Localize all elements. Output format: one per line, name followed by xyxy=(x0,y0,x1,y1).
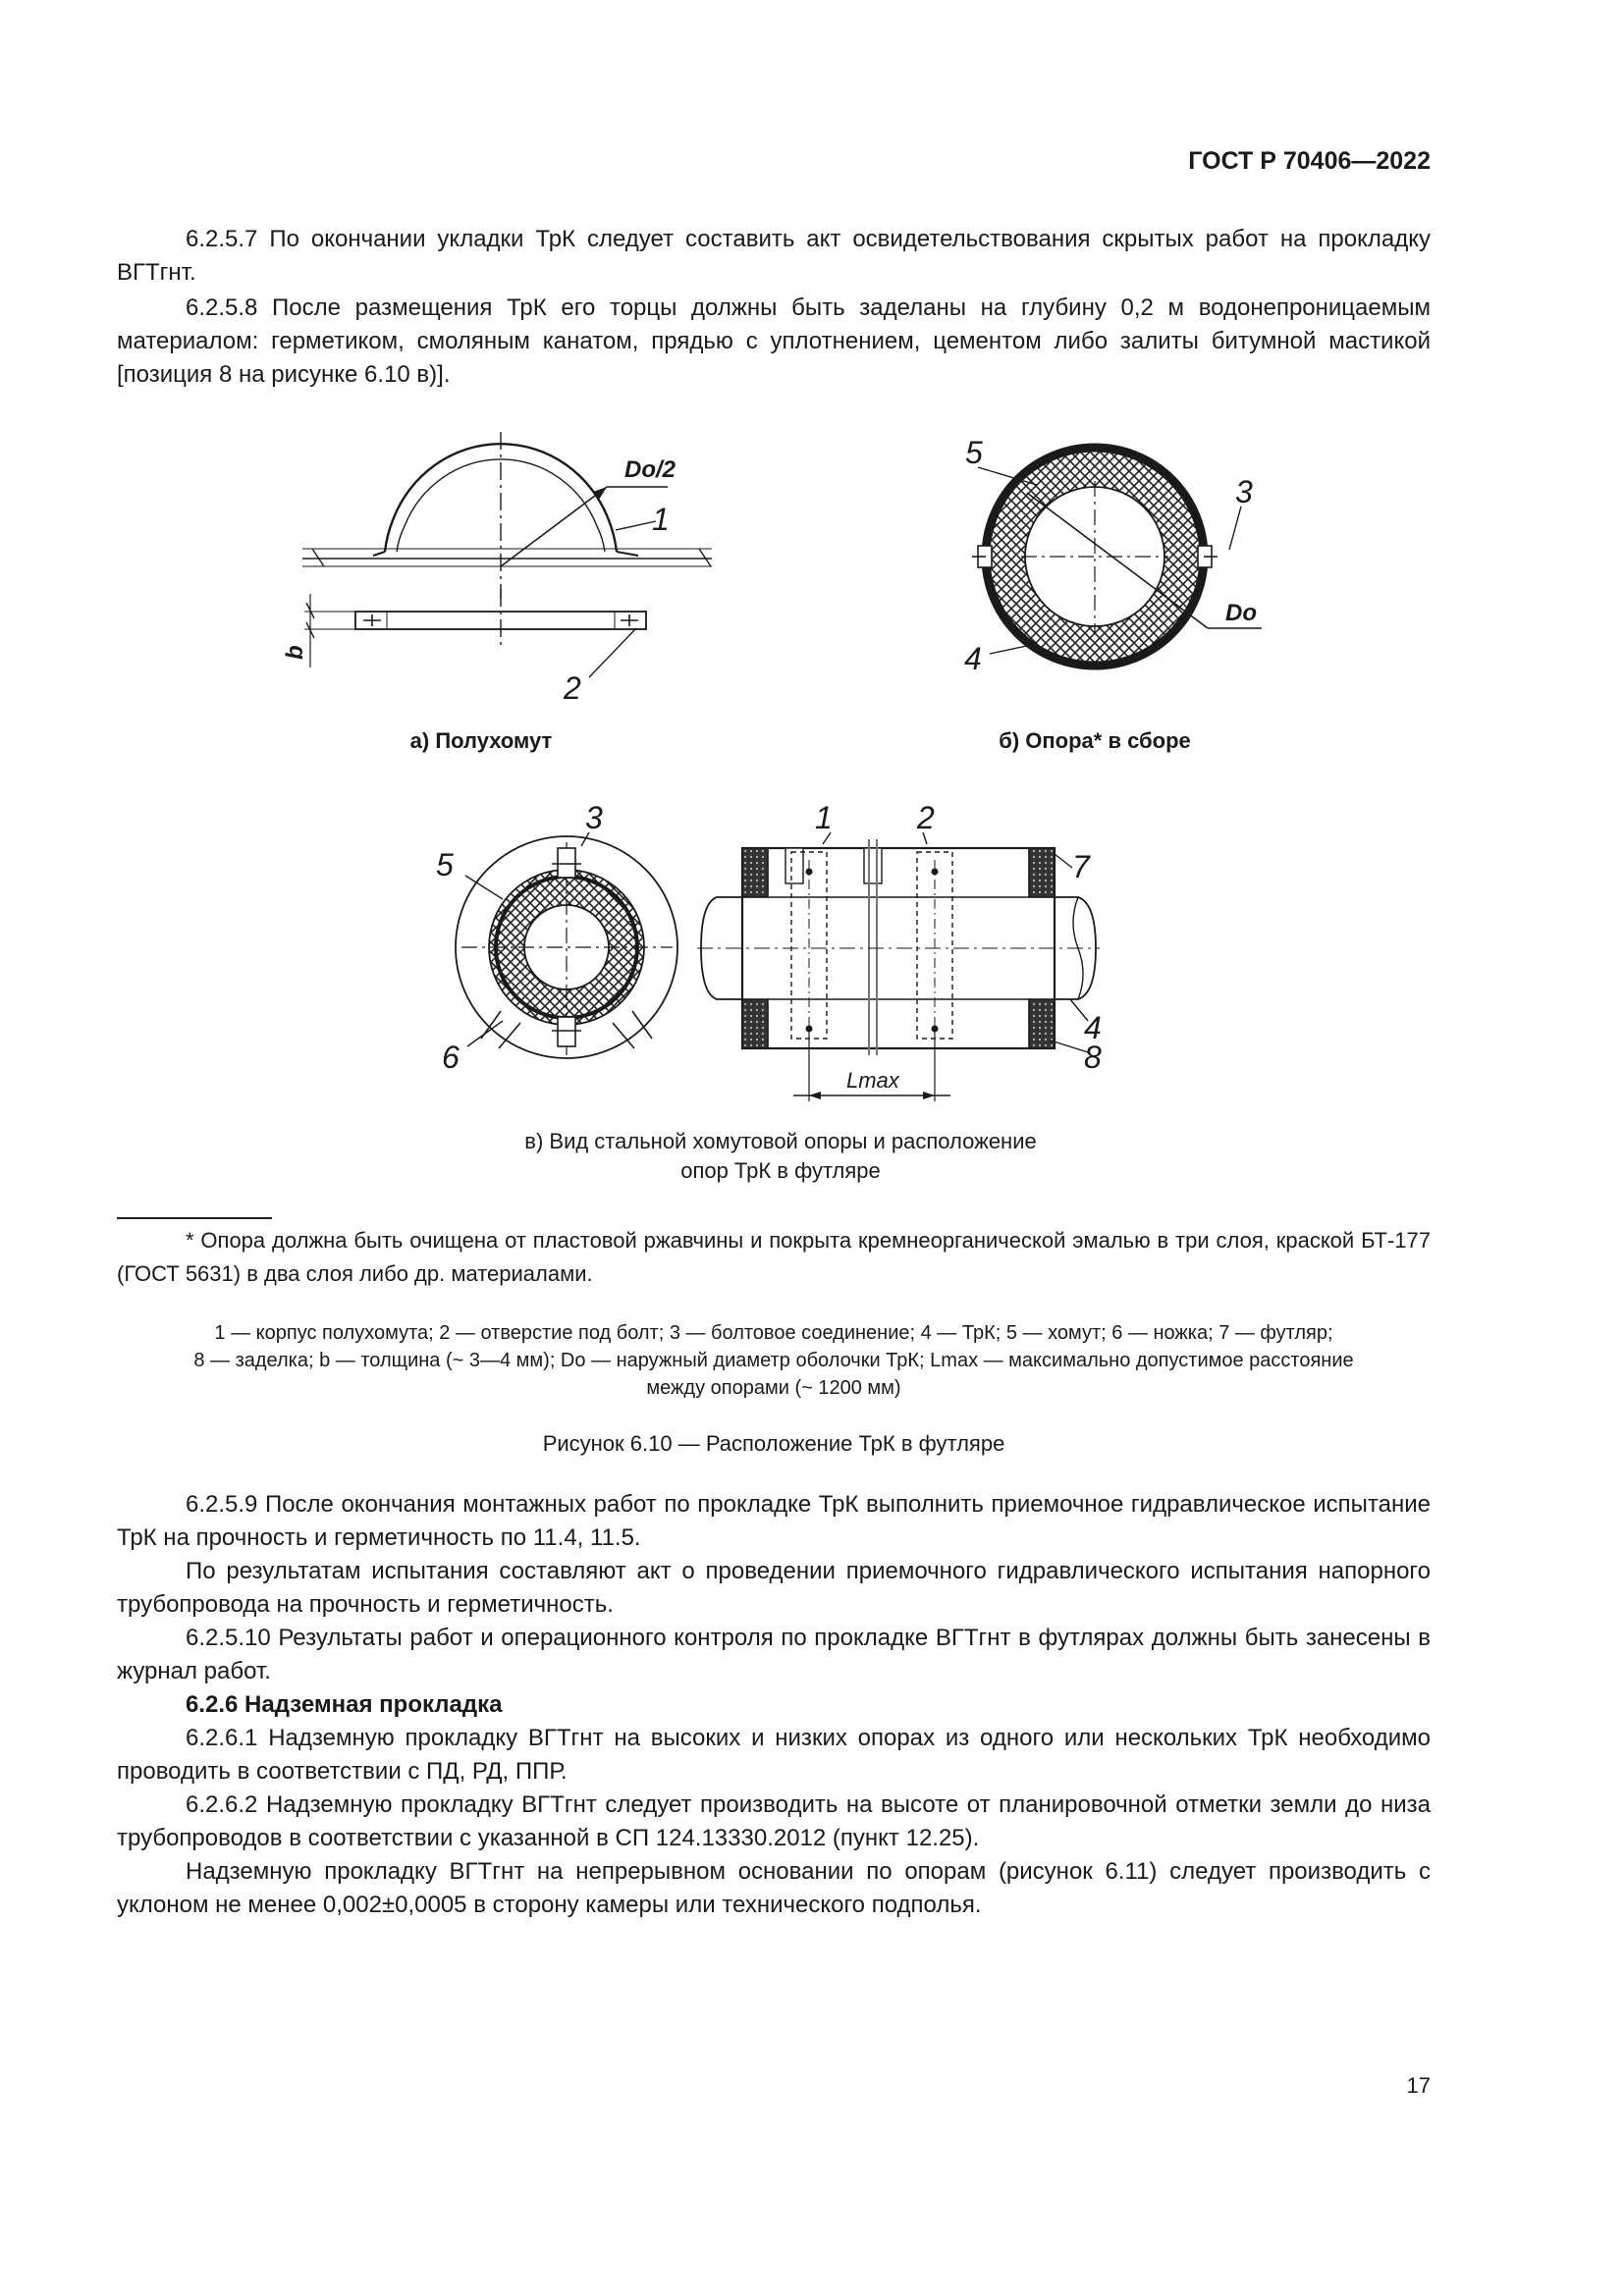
label-5-b: 5 xyxy=(965,435,983,470)
legend-line3: между опорами (~ 1200 мм) xyxy=(646,1377,901,1399)
paragraph-6-2-5-9: 6.2.5.9 После окончания монтажных работ по прокладке ТрК выполнить приемочное гидравлическое испытание ТрК на прочность и герметичность по 11.4, 11.5. xyxy=(117,1491,1431,1551)
caption-assembled-support: б) Опора* в сборе xyxy=(999,728,1191,753)
label-2-a: 2 xyxy=(564,670,581,706)
caption-half-clamp: а) Полухомут xyxy=(409,728,553,753)
figure-title: Рисунок 6.10 — Расположение ТрК в футляре xyxy=(542,1431,1005,1456)
paragraph-slope: Надземную прокладку ВГТгнт на непрерывном основании по опорам (рисунок 6.11) следует производить с уклоном не менее 0,002±0,0005 в сторону камеры или технического подполья. xyxy=(117,1858,1431,1918)
footnote-rule xyxy=(117,1217,272,1219)
document-code: ГОСТ Р 70406—2022 xyxy=(1188,147,1431,175)
paragraph-6-2-6-2: 6.2.6.2 Надземную прокладку ВГТгнт следует производить на высоте от планировочной отметки земли до низа трубопроводов в соответствии с указанной в СП 124.13330.2012 (пункт 12.25). xyxy=(117,1791,1431,1851)
label-6-c: 6 xyxy=(442,1040,460,1075)
label-3-c: 3 xyxy=(585,800,603,835)
label-4-b: 4 xyxy=(964,641,982,676)
paragraph-6-2-5-8: 6.2.5.8 После размещения ТрК его торцы должны быть заделаны на глубину 0,2 м водонепроницаемым материалом: герметиком, смоляным канатом, прядью с уплотнением, цементом либо залиты битумной мастикой [позиция 8 на рисунке 6.10 в)]. xyxy=(117,294,1431,388)
label-lmax: Lmax xyxy=(846,1068,899,1093)
legend-line2: 8 — заделка; b — толщина (~ 3—4 мм); Dо — наружный диаметр оболочки ТрК; Lmax — максимально допустимое расстояние xyxy=(193,1350,1354,1371)
pipe-in-casing-view xyxy=(697,832,1100,1101)
label-5-c: 5 xyxy=(436,847,454,882)
label-3-b: 3 xyxy=(1235,474,1253,509)
paragraph-6-2-5-10: 6.2.5.10 Результаты работ и операционного контроля по прокладке ВГТгнт в футлярах должны быть занесены в журнал работ. xyxy=(117,1625,1431,1684)
label-7-c: 7 xyxy=(1072,849,1090,884)
caption-steel-support-view xyxy=(412,1127,1149,1186)
paragraph-test-report: По результатам испытания составляют акт о проведении приемочного гидравлического испытания напорного трубопровода на прочность и герметичность. xyxy=(117,1558,1431,1618)
label-1-c: 1 xyxy=(815,800,833,835)
paragraph-6-2-5-7: 6.2.5.7 По окончании укладки ТрК следует составить акт освидетельствования скрытых работ на прокладку ВГТгнт. xyxy=(117,226,1431,286)
heading-text: 6.2.6 Надземная прокладка xyxy=(186,1691,503,1718)
figure-legend xyxy=(117,1319,1431,1402)
label-4-c: 4 xyxy=(1084,1010,1102,1045)
label-b: b xyxy=(282,645,308,660)
bottom-text-block xyxy=(117,1488,1431,1922)
support-front-view xyxy=(456,832,677,1058)
assembled-support-drawing xyxy=(972,448,1262,666)
footnote: * Опора должна быть очищена от пластовой ржавчины и покрыта кремнеорганической эмалью в три слоя, краской БТ-177 (ГОСТ 5631) в два слоя либо др. материалами. xyxy=(117,1228,1431,1286)
label-8-c: 8 xyxy=(1084,1040,1102,1075)
label-2-c: 2 xyxy=(917,800,935,835)
section-heading-6-2-6 xyxy=(117,1688,1431,1722)
label-1-a: 1 xyxy=(652,502,670,537)
legend-line1: 1 — корпус полухомута; 2 — отверстие под болт; 3 — болтовое соединение; 4 — ТрК; 5 — хомут; 6 — ножка; 7 — футляр; xyxy=(214,1322,1333,1344)
label-do-b: Dо xyxy=(1225,600,1257,626)
page-number: 17 xyxy=(1406,2073,1431,2098)
label-do-half: Dо/2 xyxy=(624,456,677,483)
paragraph-6-2-6-1: 6.2.6.1 Надземную прокладку ВГТгнт на высоких и низких опорах из одного или нескольких ТрК необходимо проводить в соответствии с ПД, РД, ППР. xyxy=(117,1725,1431,1785)
caption-c-line1: в) Вид стальной хомутовой опоры и расположение xyxy=(524,1129,1037,1153)
caption-c-line2: опор ТрК в футляре xyxy=(680,1158,881,1183)
